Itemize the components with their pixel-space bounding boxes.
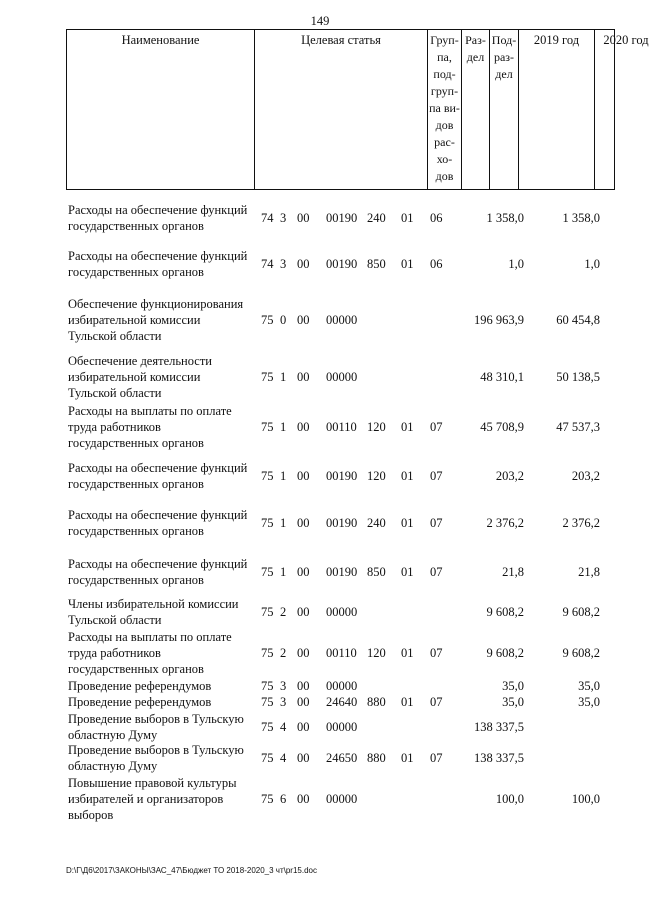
row-t2: 3 [280, 257, 287, 271]
row-name: Обеспечение деятельности избирательной комиссии Тульской области [68, 354, 213, 400]
row-2020: 47 537,3 [556, 420, 600, 434]
row-t4: 00190 [326, 211, 358, 225]
row-t4: 00190 [326, 516, 358, 530]
row-section: 01 [401, 695, 414, 709]
row-t1: 75 [261, 516, 274, 530]
row-t4: 00190 [326, 257, 358, 271]
row-2019: 138 337,5 [474, 720, 524, 734]
row-t3: 00 [297, 695, 310, 709]
row-section: 01 [401, 420, 414, 434]
table-header [66, 29, 649, 190]
row-t4: 00190 [326, 565, 358, 579]
row-2019: 138 337,5 [474, 751, 524, 765]
row-t4: 00000 [326, 370, 358, 384]
row-2020: 1 358,0 [562, 211, 600, 225]
row-t3: 00 [297, 516, 310, 530]
row-t4: 00000 [326, 679, 358, 693]
row-subsection: 06 [430, 257, 443, 271]
row-t2: 4 [280, 720, 287, 734]
row-name: Проведение референдумов [68, 679, 212, 693]
row-group: 850 [367, 257, 386, 271]
row-name: Расходы на обеспечение функций государственных органов [68, 508, 248, 538]
header-2019: 2019 год [519, 30, 595, 189]
row-t2: 3 [280, 679, 287, 693]
row-t1: 75 [261, 695, 274, 709]
row-subsection: 07 [430, 751, 443, 765]
row-t3: 00 [297, 646, 310, 660]
row-t3: 00 [297, 211, 310, 225]
row-t2: 1 [280, 370, 287, 384]
row-2020: 35,0 [578, 695, 600, 709]
row-group: 120 [367, 420, 386, 434]
row-t3: 00 [297, 565, 310, 579]
row-t4: 00000 [326, 792, 358, 806]
row-t1: 75 [261, 720, 274, 734]
row-group: 120 [367, 646, 386, 660]
row-subsection: 07 [430, 516, 443, 530]
row-t3: 00 [297, 605, 310, 619]
row-t4: 00000 [326, 313, 358, 327]
row-2019: 9 608,2 [486, 605, 524, 619]
row-t3: 00 [297, 720, 310, 734]
row-2020: 50 138,5 [556, 370, 600, 384]
header-name: Наименование [67, 30, 255, 189]
row-name: Расходы на обеспечение функций государственных органов [68, 203, 248, 233]
row-t1: 75 [261, 646, 274, 660]
row-group: 240 [367, 211, 386, 225]
row-t3: 00 [297, 313, 310, 327]
row-t4: 24650 [326, 751, 358, 765]
row-t2: 1 [280, 420, 287, 434]
row-name: Расходы на выплаты по оплате труда работников государственных органов [68, 404, 232, 450]
row-2019: 35,0 [502, 679, 524, 693]
file-path-footer: D:\Г\Д6\2017\ЗАКОНЫ\ЗАС_47\Бюджет ТО 2018-2020_3 чт\pr15.doc [66, 866, 317, 875]
row-t4: 00000 [326, 605, 358, 619]
row-section: 01 [401, 469, 414, 483]
row-name: Расходы на обеспечение функций государственных органов [68, 557, 248, 587]
row-t2: 1 [280, 565, 287, 579]
row-t4: 00110 [326, 646, 357, 660]
row-t4: 24640 [326, 695, 358, 709]
row-2020: 1,0 [584, 257, 600, 271]
row-t2: 2 [280, 646, 287, 660]
row-subsection: 07 [430, 565, 443, 579]
row-t1: 75 [261, 469, 274, 483]
row-name: Проведение выборов в Тульскую областную Думу [68, 743, 244, 773]
row-name: Обеспечение функционирования избирательной комиссии Тульской области [68, 297, 244, 343]
row-section: 01 [401, 565, 414, 579]
row-t1: 75 [261, 751, 274, 765]
row-2019: 2 376,2 [486, 516, 524, 530]
header-group: Груп- па, под- груп- па ви- дов рас- хо- дов [428, 30, 462, 189]
row-t2: 4 [280, 751, 287, 765]
row-subsection: 07 [430, 695, 443, 709]
row-2020: 2 376,2 [562, 516, 600, 530]
row-2019: 35,0 [502, 695, 524, 709]
row-group: 240 [367, 516, 386, 530]
row-t2: 0 [280, 313, 287, 327]
row-t3: 00 [297, 679, 310, 693]
row-2020: 9 608,2 [562, 646, 600, 660]
row-subsection: 06 [430, 211, 443, 225]
row-t1: 75 [261, 792, 274, 806]
row-name: Проведение выборов в Тульскую областную Думу [68, 712, 244, 742]
header-subsection: Под- раз- дел [490, 30, 519, 189]
row-group: 120 [367, 469, 386, 483]
row-t2: 2 [280, 605, 287, 619]
row-name: Расходы на выплаты по оплате труда работников государственных органов [68, 630, 232, 676]
row-t3: 00 [297, 751, 310, 765]
row-2020: 203,2 [571, 469, 600, 483]
header-target: Целевая статья [255, 30, 428, 189]
row-t1: 75 [261, 370, 274, 384]
row-t1: 75 [261, 679, 274, 693]
row-t4: 00000 [326, 720, 358, 734]
row-2020: 100,0 [571, 792, 600, 806]
row-subsection: 07 [430, 469, 443, 483]
row-2019: 1,0 [508, 257, 524, 271]
row-group: 880 [367, 751, 386, 765]
row-2019: 196 963,9 [474, 313, 524, 327]
row-t3: 00 [297, 370, 310, 384]
row-t1: 75 [261, 420, 274, 434]
row-section: 01 [401, 257, 414, 271]
row-t1: 74 [261, 257, 274, 271]
row-subsection: 07 [430, 420, 443, 434]
row-2019: 21,8 [502, 565, 524, 579]
row-name: Расходы на обеспечение функций государственных органов [68, 249, 248, 279]
row-name: Члены избирательной комиссии Тульской области [68, 597, 239, 627]
row-t4: 00110 [326, 420, 357, 434]
row-t1: 75 [261, 605, 274, 619]
row-t3: 00 [297, 792, 310, 806]
row-section: 01 [401, 516, 414, 530]
row-2019: 9 608,2 [486, 646, 524, 660]
row-name: Проведение референдумов [68, 695, 212, 709]
row-t2: 1 [280, 516, 287, 530]
row-2020: 9 608,2 [562, 605, 600, 619]
header-section: Раз- дел [462, 30, 490, 189]
row-2019: 1 358,0 [486, 211, 524, 225]
row-t4: 00190 [326, 469, 358, 483]
row-group: 880 [367, 695, 386, 709]
row-2019: 203,2 [495, 469, 524, 483]
header-2020: 2020 год [603, 33, 649, 47]
row-section: 01 [401, 646, 414, 660]
row-section: 01 [401, 211, 414, 225]
row-t3: 00 [297, 257, 310, 271]
row-t2: 6 [280, 792, 287, 806]
row-2019: 100,0 [495, 792, 524, 806]
row-2020: 21,8 [578, 565, 600, 579]
row-t2: 1 [280, 469, 287, 483]
row-name: Расходы на обеспечение функций государственных органов [68, 461, 248, 491]
row-subsection: 07 [430, 646, 443, 660]
row-name: Повышение правовой культуры избирателей и организаторов выборов [68, 776, 237, 822]
row-t2: 3 [280, 211, 287, 225]
row-t1: 74 [261, 211, 274, 225]
page-number: 149 [310, 14, 330, 28]
row-2019: 45 708,9 [480, 420, 524, 434]
row-t2: 3 [280, 695, 287, 709]
row-2019: 48 310,1 [480, 370, 524, 384]
row-t3: 00 [297, 420, 310, 434]
row-t3: 00 [297, 469, 310, 483]
row-group: 850 [367, 565, 386, 579]
row-section: 01 [401, 751, 414, 765]
row-2020: 35,0 [578, 679, 600, 693]
row-2020: 60 454,8 [556, 313, 600, 327]
row-t1: 75 [261, 565, 274, 579]
row-t1: 75 [261, 313, 274, 327]
